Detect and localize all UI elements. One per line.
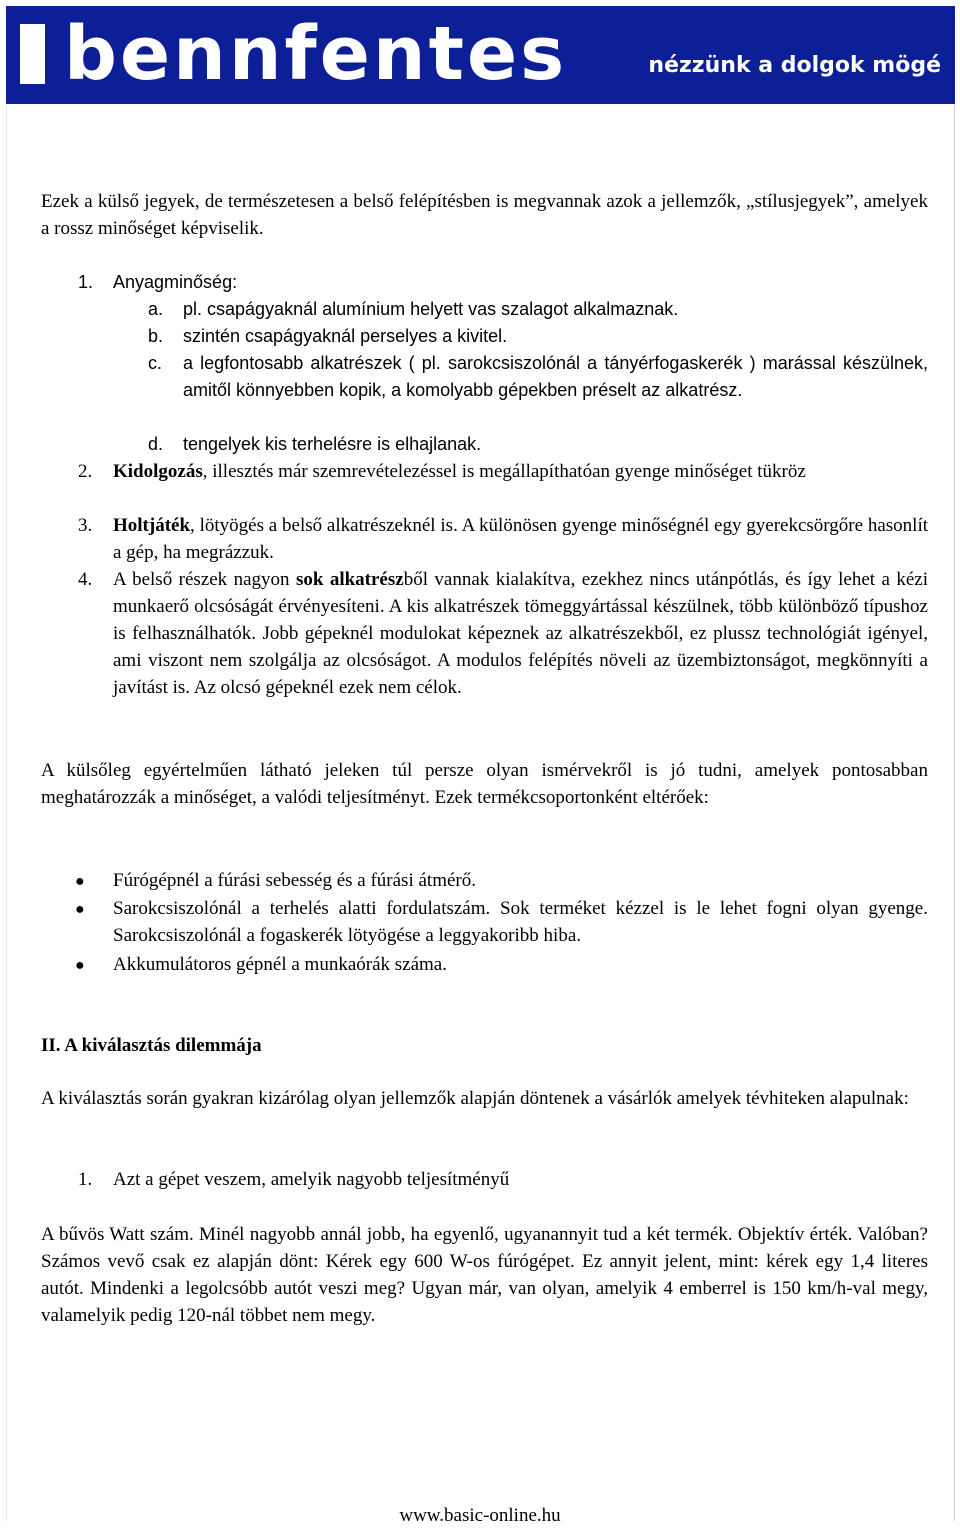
list-item-title (113, 269, 237, 296)
list-number: 3. (78, 515, 93, 536)
item-title-colon: : (232, 272, 238, 292)
list-number: 2. (78, 461, 93, 482)
item-text: A belső részek nagyon (113, 569, 296, 590)
sub-letter: b. (148, 326, 164, 346)
intro-paragraph: Ezek a külső jegyek, de természetesen a belső felépítésben is megvannak azok a jellemzők, „stílusjegyek”, amelyek a rossz minőséget képviselik. (41, 191, 928, 239)
item-bold: Kidolgozás (113, 461, 203, 482)
list-item: Azt a gépet veszem, amelyik nagyobb teljesítményű (113, 1169, 510, 1190)
sub-item: a legfontosabb alkatrészek ( pl. sarokcsiszolónál a tányérfogaskerék ) marással készülnek, amitől könnyebben kopik, a komolyabb gépekben préselt az alkatrész. (183, 353, 928, 400)
footer-url[interactable]: www.basic-online.hu (399, 1505, 561, 1526)
item-text: ből vannak kialakítva, ezekhez nincs utánpótlás, és így lehet a kézi munkaerő olcsóságát érvényesíteni. A kis alkatrészek tömeggyártással készülnek, több különböző típushoz is felhasználhatók. Jobb gépeknél modulokat képeznek az alkatrészekből, ez plussz technológiát igényel, ami viszont nem szolgálja az olcsóságot. A modulos felépítés növeli az üzembiztonságot, megkönnyíti a javítást is. Az olcsó gépeknél ezek nem célok. (113, 569, 928, 698)
section-heading: II. A kiválasztás dilemmája (41, 1035, 262, 1056)
paragraph: A kiválasztás során gyakran kizárólag olyan jellemzők alapján döntenek a vásárlók amelyek tévhiteken alapulnak: (41, 1088, 909, 1109)
list-number: 1. (78, 1169, 93, 1190)
paragraph: A külsőleg egyértelműen látható jeleken túl persze olyan ismérvekről is jó tudni, amelyek pontosabban meghatározzák a minőséget, a valódi teljesítményt. Ezek termékcsoportonként eltérőek: (41, 760, 928, 808)
item-text: , illesztés már szemrevételezéssel is megállapíthatóan gyenge minőséget tükröz (202, 461, 806, 482)
item-bold: sok alkatrész (295, 569, 404, 590)
list-item (113, 566, 928, 701)
list-item (113, 458, 928, 485)
bullet-item: Akkumulátoros gépnél a munkaórák száma. (113, 954, 447, 975)
sub-item: pl. csapágyaknál alumínium helyett vas szalagot alkalmaznak. (183, 299, 679, 319)
sub-letter: d. (148, 434, 164, 454)
paragraph: A bűvös Watt szám. Minél nagyobb annál jobb, ha egyenlő, ugyanannyit tud a két termék. Objektív érték. Valóban? Számos vevő csak ez alapján dönt: Kérek egy 600 W-os fúrógépet. Ez annyit jelent, mint: kérek egy 1,4 literes autót. Mindenki a legolcsóbb autót veszi meg? Ugyan már, van olyan, amelyik 4 emberrel is 150 km/h-val megy, valamelyik pedig 120-nál többet nem megy. (41, 1224, 928, 1326)
logo: bennfentes (64, 11, 568, 97)
tagline: nézzünk a dolgok mögé (648, 53, 941, 78)
bullet-icon: ● (75, 901, 85, 918)
sub-letter: c. (148, 353, 163, 373)
list-item (113, 512, 928, 566)
bullet-item: Fúrógépnél a fúrási sebesség és a fúrási átmérő. (113, 870, 476, 891)
sub-item: tengelyek kis terhelésre is elhajlanak. (183, 434, 482, 454)
header-banner (6, 6, 955, 104)
sub-letter: a. (148, 299, 164, 319)
list-number: 1. (78, 272, 94, 292)
list-number: 4. (78, 569, 93, 590)
sub-item: szintén csapágyaknál perselyes a kivitel. (183, 326, 508, 346)
item-title-text: Anyagminőség (113, 272, 233, 292)
bullet-item: Sarokcsiszolónál a terhelés alatti fordulatszám. Sok terméket kézzel is le lehet fogni olyan gyenge. Sarokcsiszolónál a fogaskerék lötyögése a leggyakoribb hiba. (113, 898, 928, 946)
bullet-icon: ● (75, 957, 85, 974)
item-text: , lötyögés a belső alkatrészeknél is. A különösen gyenge minőségnél egy gyerekcsörgőre hasonlít a gép, ha megrázzuk. (113, 515, 928, 563)
item-bold: Holtjáték (113, 515, 191, 536)
logo-bar (20, 24, 45, 84)
bullet-icon: ● (75, 873, 85, 890)
